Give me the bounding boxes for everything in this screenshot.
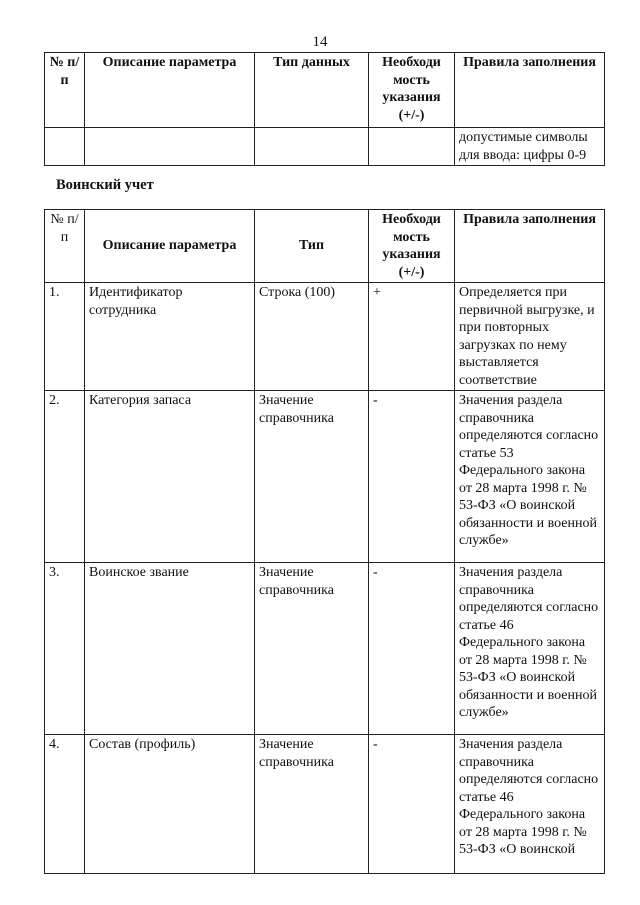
- cell-type: Значение справочника: [255, 735, 369, 874]
- section-title: Воинский учет: [56, 177, 154, 193]
- cell-description: Идентификатор сотрудника: [85, 283, 255, 391]
- cell-rules: Определяется при первичной выгрузке, и при повторных загрузках по нему выставляется соответствие: [455, 283, 605, 391]
- cell-number: 1.: [45, 283, 85, 391]
- cell-type: [255, 128, 369, 166]
- cell-rules: допустимые символы для ввода: цифры 0-9: [455, 128, 605, 166]
- column-header-required: Необходи мость указания (+/-): [369, 53, 455, 128]
- column-header-description: Описание параметра: [85, 53, 255, 128]
- page-number: 14: [312, 34, 328, 50]
- cell-required: +: [369, 283, 455, 391]
- table-row: [45, 283, 605, 391]
- table-header-row: [45, 53, 605, 128]
- cell-type: Значение справочника: [255, 563, 369, 735]
- column-header-rules: Правила заполнения: [455, 210, 605, 283]
- column-header-description: Описание параметра: [85, 210, 255, 283]
- cell-required: -: [369, 391, 455, 563]
- military-registration-table: [44, 209, 605, 874]
- column-header-type: Тип: [255, 210, 369, 283]
- parameters-table-continued: [44, 52, 605, 166]
- cell-description: Состав (профиль): [85, 735, 255, 874]
- cell-required: [369, 128, 455, 166]
- cell-type: Значение справочника: [255, 391, 369, 563]
- column-header-number: № п/п: [45, 210, 85, 283]
- cell-number: 2.: [45, 391, 85, 563]
- column-header-rules: Правила заполнения: [455, 53, 605, 128]
- cell-number: [45, 128, 85, 166]
- column-header-data-type: Тип данных: [255, 53, 369, 128]
- column-header-required: Необходи мость указания (+/-): [369, 210, 455, 283]
- table-row: [45, 735, 605, 874]
- cell-rules: Значения раздела справочника определяются согласно статье 46 Федерального закона от 28 марта 1998 г. № 53-ФЗ «О воинской: [455, 735, 605, 874]
- cell-description: Воинское звание: [85, 563, 255, 735]
- table-row: [45, 391, 605, 563]
- cell-required: -: [369, 563, 455, 735]
- cell-number: 4.: [45, 735, 85, 874]
- table-header-row: [45, 210, 605, 283]
- cell-number: 3.: [45, 563, 85, 735]
- cell-required: -: [369, 735, 455, 874]
- cell-description: [85, 128, 255, 166]
- table-row: [45, 563, 605, 735]
- cell-type: Строка (100): [255, 283, 369, 391]
- table-row: [45, 128, 605, 166]
- cell-rules: Значения раздела справочника определяются согласно статье 46 Федерального закона от 28 марта 1998 г. № 53-ФЗ «О воинской обязанности и военной службе»: [455, 563, 605, 735]
- cell-rules: Значения раздела справочника определяются согласно статье 53 Федерального закона от 28 марта 1998 г. № 53-ФЗ «О воинской обязанности и военной службе»: [455, 391, 605, 563]
- cell-description: Категория запаса: [85, 391, 255, 563]
- column-header-number: № п/п: [45, 53, 85, 128]
